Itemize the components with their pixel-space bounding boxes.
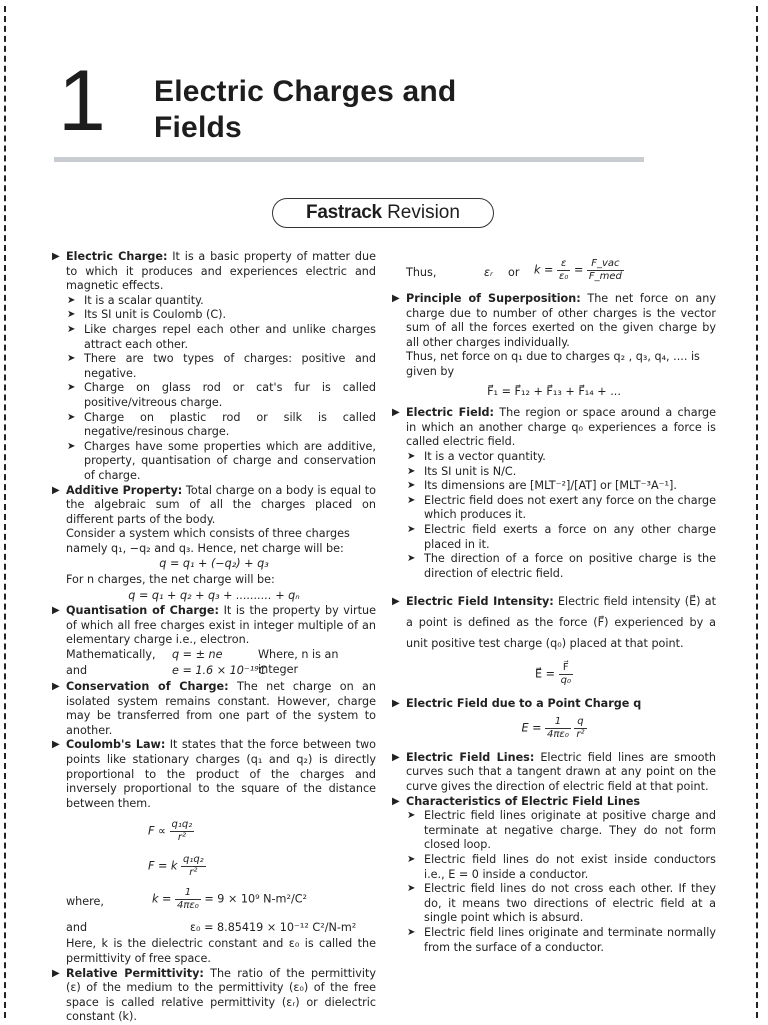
bullet-arrow-icon: ▶ <box>392 795 400 807</box>
field-intensity-label: Electric Field Intensity: <box>406 595 554 609</box>
field-lines-bullet <box>392 751 716 795</box>
bullet-arrow-icon: ▶ <box>392 698 400 710</box>
bullet-arrow-icon: ▶ <box>52 605 60 617</box>
chapter-title-line2: Fields <box>154 111 242 144</box>
bullet-arrow-icon: ▶ <box>52 251 60 262</box>
dashed-border-left <box>4 6 6 1018</box>
conservation-bullet <box>52 680 376 738</box>
field-intensity-equation: E⃗ = $\frac{F⃗}{\text{q₀}}$ <box>535 662 571 687</box>
superposition-text: The net force on any charge due to number of other charges is the vector sum of all the forces exerted on the given charge by all other charges individually. <box>406 292 716 349</box>
list-item: ➤ Electric field lines originate and terminate normally from the surface of a conductor. <box>407 926 716 954</box>
chapter-title-line1: Electric Charges and <box>154 75 457 108</box>
list-item: ➤ Electric field lines do not cross each other. If they do, it means two directions of electric field at a single point which is absurd. <box>407 882 716 925</box>
point-charge-label: Electric Field due to a Point Charge q <box>406 697 642 711</box>
quantisation-label: Quantisation of Charge: <box>66 604 219 618</box>
sub-arrow-icon: ➤ <box>67 323 76 335</box>
electric-field-label: Electric Field: <box>406 406 495 420</box>
sub-arrow-icon: ➤ <box>407 480 416 492</box>
relative-permittivity-bullet <box>52 967 376 1025</box>
relative-permittivity-label: Relative Permittivity: <box>66 966 204 980</box>
bullet-arrow-icon: ▶ <box>392 751 400 763</box>
electric-charge-text: It is a basic property of matter due to which it produces and experiences electric and magnetic effects. <box>66 250 377 293</box>
superposition-bullet <box>392 292 716 350</box>
bullet-arrow-icon: ▶ <box>392 596 400 608</box>
list-item: ➤ It is a vector quantity. <box>407 449 546 463</box>
sub-arrow-icon: ➤ <box>407 494 416 506</box>
field-lines-label: Electric Field Lines: <box>406 750 535 764</box>
electric-field-bullet <box>392 406 716 450</box>
q-equals-ne: q = ± ne <box>172 648 223 662</box>
additive-consider-text: Consider a system which consists of three charges namely q₁, −q₂ and q₃. Hence, net charge will be: <box>66 527 350 555</box>
list-item: ➤ Electric field exerts a force on any other charge placed in it. <box>407 522 716 551</box>
additive-equation-2: q = q₁ + q₂ + q₃ + .......... + qₙ <box>128 588 300 602</box>
field-intensity-text: Electric field intensity (E⃗) at a point is defined as the force (F⃗) experienced by a unit positive test charge (q₀) placed at that point. <box>406 595 716 651</box>
point-charge-equation: E = $\frac{1}{\text{4πε₀}}$ $\frac{q}{\text{r²}}$ <box>521 715 585 740</box>
list-item: ➤ There are two types of charges: positive and negative. <box>67 352 376 380</box>
bullet-arrow-icon: ▶ <box>392 293 400 304</box>
additive-text: Total charge on a body is equal to the algebraic sum of all the charges placed on different parts of the body. <box>66 483 376 526</box>
superposition-label: Principle of Superposition: <box>406 292 581 305</box>
sub-arrow-icon: ➤ <box>407 553 416 565</box>
list-item: ➤ Electric field lines originate at positive charge and terminate at negative charge. They do not form closed loop. <box>407 809 716 852</box>
e-value: e = 1.6 × 10⁻¹⁹C <box>172 664 267 678</box>
sub-arrow-icon: ➤ <box>67 411 76 423</box>
badge-revision-text: Revision <box>381 202 460 223</box>
electric-charge-label: Electric Charge: <box>66 250 168 263</box>
sub-arrow-icon: ➤ <box>67 309 76 321</box>
list-item: ➤ The direction of a force on positive charge is the direction of electric field. <box>407 552 716 580</box>
sub-arrow-icon: ➤ <box>407 854 416 866</box>
sub-arrow-icon: ➤ <box>407 810 416 822</box>
quantisation-bullet <box>52 604 376 648</box>
math-label: Mathematically, <box>66 648 156 662</box>
field-intensity-bullet <box>392 591 716 654</box>
title-divider <box>54 157 644 162</box>
coulomb-label: Coulomb's Law: <box>66 738 166 752</box>
list-item: ➤ It is a scalar quantity. <box>67 293 204 307</box>
relative-permittivity-equation: Thus, εᵣ or k = $\frac{\varepsilon}{\text{ε₀}}$ = $\frac{\text{F\_vac}}{\text{F\_med}}$ <box>406 258 622 282</box>
bullet-arrow-icon: ▶ <box>52 484 60 496</box>
electric-field-text: The region or space around a charge in which an another charge q₀ experiences a force is called electric field. <box>406 406 716 449</box>
list-item: ➤ Electric field does not exert any force on the charge which produces it. <box>407 493 716 522</box>
n-integer-text: Where, n is an integer <box>258 648 339 676</box>
elementary-charge-row <box>52 664 376 680</box>
permittivity-free-space-row: and ε₀ = 8.85419 × 10⁻¹² C²/N-m² <box>66 921 357 935</box>
left-column <box>52 250 376 1025</box>
additive-property-bullet <box>52 484 376 528</box>
sub-arrow-icon: ➤ <box>67 294 76 306</box>
dashed-border-right <box>756 6 758 1018</box>
right-column <box>392 258 716 955</box>
bullet-arrow-icon: ▶ <box>52 681 60 693</box>
additive-equation-1: q = q₁ + (−q₂) + q₃ <box>159 557 269 571</box>
superposition-equation: F⃗₁ = F⃗₁₂ + F⃗₁₃ + F⃗₁₄ + ... <box>487 384 621 398</box>
coulomb-constant-row: where, k = $\frac{1}{\text{4πε₀}}$ = 9 × 10⁹ N-m²/C² <box>66 887 308 912</box>
fastrack-revision-badge <box>272 198 494 228</box>
point-charge-bullet <box>392 697 716 712</box>
coulomb-equation-2: F = k $\frac{\text{q₁q₂}}{\text{r²}}$ <box>148 854 204 879</box>
additive-for-n-text: For n charges, the net charge will be: <box>66 573 275 587</box>
list-item: ➤ Its SI unit is N/C. <box>407 464 517 478</box>
conservation-label: Conservation of Charge: <box>66 680 229 694</box>
list-item: ➤ Charge on plastic rod or silk is called negative/resinous charge. <box>67 410 376 439</box>
sub-arrow-icon: ➤ <box>67 353 76 365</box>
characteristics-label: Characteristics of Electric Field Lines <box>406 794 641 808</box>
characteristics-bullet <box>392 795 716 810</box>
sub-arrow-icon: ➤ <box>407 523 416 535</box>
chapter-title <box>154 74 456 146</box>
bullet-arrow-icon: ▶ <box>52 967 60 979</box>
and-text: and <box>66 664 88 678</box>
sub-arrow-icon: ➤ <box>407 465 416 477</box>
bullet-arrow-icon: ▶ <box>392 407 400 419</box>
coulomb-law-bullet <box>52 738 376 811</box>
coulomb-here-text: Here, k is the dielectric constant and ε₀ is called the permittivity of free space. <box>66 937 376 965</box>
sub-arrow-icon: ➤ <box>407 883 416 895</box>
list-item: ➤ Charges have some properties which are additive, property, quantisation of charge and conservation of charge. <box>67 439 376 482</box>
electric-charge-bullet <box>52 250 376 294</box>
quantisation-text: It is the property by virtue of which all free charges exist in integer multiple of an elementary charge i.e., electron. <box>66 604 376 647</box>
bullet-arrow-icon: ▶ <box>52 739 60 751</box>
list-item: ➤ Charge on glass rod or cat's fur is called positive/vitreous charge. <box>67 381 376 409</box>
sub-arrow-icon: ➤ <box>407 450 416 462</box>
coulomb-equation-1: F ∝ $\frac{\text{q₁q₂}}{\text{r²}}$ <box>148 819 193 844</box>
field-lines-text: Electric field lines are smooth curves such that a tangent drawn at any point on the curve gives the direction of electric field at that point. <box>406 750 717 794</box>
sub-arrow-icon: ➤ <box>67 440 76 452</box>
badge-fastrack-text: Fastrack <box>306 202 382 223</box>
sub-arrow-icon: ➤ <box>407 927 416 938</box>
coulomb-text: It states that the force between two points like stationary charges (q₁ and q₂) is directly proportional to the product of the charges and inversely proportional to the square of the distance between them. <box>66 738 376 810</box>
list-item: ➤ Its SI unit is Coulomb (C). <box>67 308 227 322</box>
sub-arrow-icon: ➤ <box>67 382 76 394</box>
additive-label: Additive Property: <box>66 483 183 497</box>
superposition-thus-text: Thus, net force on q₁ due to charges q₂ , q₃, q₄, .... is given by <box>406 350 700 378</box>
chapter-number: 1 <box>58 53 106 149</box>
relative-permittivity-text: The ratio of the permittivity (ε) of the medium to the permittivity (ε₀) of the free space is called relative permittivity (εᵣ) or dielectric constant (k). <box>66 966 376 1024</box>
list-item: ➤ Like charges repel each other and unlike charges attract each other. <box>67 322 376 351</box>
conservation-text: The net charge on an isolated system remains constant. However, charge may be transferred from one part of the system to another. <box>66 680 376 737</box>
list-item: ➤ Its dimensions are [MLT⁻²]/[AT] or [MLT⁻³A⁻¹]. <box>407 479 677 493</box>
list-item: ➤ Electric field lines do not exist inside conductors i.e., E = 0 inside a conductor. <box>407 853 716 881</box>
